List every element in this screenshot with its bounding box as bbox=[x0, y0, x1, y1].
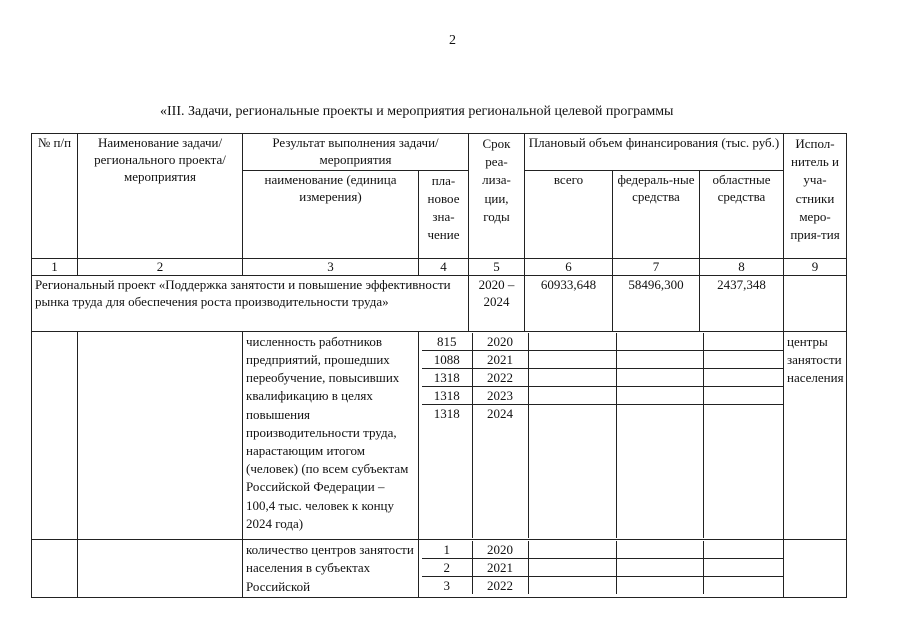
year: 2020 bbox=[472, 333, 528, 351]
value-row bbox=[422, 386, 784, 404]
indicator2-name: количество центров занятости населения в субъектах Российской bbox=[243, 540, 419, 598]
header-name: Наименование задачи/ регионального проекта/ мероприятия bbox=[78, 134, 243, 259]
indicator2-values bbox=[419, 540, 784, 598]
page-number: 2 bbox=[449, 33, 456, 48]
value-row bbox=[422, 559, 784, 577]
header-funding: Плановый объем финансирования (тыс. руб.) bbox=[525, 134, 784, 171]
planned-value: 2 bbox=[422, 559, 472, 577]
year: 2023 bbox=[472, 386, 528, 404]
header-num: № п/п bbox=[32, 134, 78, 259]
planned-value: 1318 bbox=[422, 404, 472, 538]
header-result: Результат выполнения задачи/ мероприятия bbox=[243, 134, 469, 171]
column-number: 8 bbox=[700, 258, 784, 275]
column-number: 7 bbox=[613, 258, 700, 275]
project-federal: 58496,300 bbox=[613, 275, 700, 331]
header-result-value: пла-новое зна-чение bbox=[419, 170, 469, 258]
project-regional: 2437,348 bbox=[700, 275, 784, 331]
indicator2-executor bbox=[784, 540, 847, 598]
project-executor bbox=[784, 275, 847, 331]
indicator1-task bbox=[78, 331, 243, 540]
indicator1-name: численность работников предприятий, прошедших переобучение, повысивших квалификацию в целях повышения производительности труда, нарастающим итогом (человек) (по всем субъектам Российской Федерации – 100,4 тыс. человек к концу 2024 года) bbox=[243, 331, 419, 540]
column-number: 6 bbox=[525, 258, 613, 275]
project-name: Региональный проект «Поддержка занятости и повышение эффективности рынка труда для обеспечения роста производительности труда» bbox=[32, 275, 469, 331]
column-number: 5 bbox=[469, 258, 525, 275]
project-term: 2020 – 2024 bbox=[469, 275, 525, 331]
indicator1-executor: центры занятости населения bbox=[784, 331, 847, 540]
header-federal: федераль-ные средства bbox=[613, 170, 700, 258]
indicator2-task bbox=[78, 540, 243, 598]
section-heading: «III. Задачи, региональные проекты и мероприятия региональной целевой программы bbox=[160, 104, 674, 119]
header-result-name: наименование (единица измерения) bbox=[243, 170, 419, 258]
indicator2-num bbox=[32, 540, 78, 598]
year: 2022 bbox=[472, 368, 528, 386]
header-total: всего bbox=[525, 170, 613, 258]
planned-value: 1088 bbox=[422, 350, 472, 368]
planned-value: 815 bbox=[422, 333, 472, 351]
value-row bbox=[422, 404, 784, 538]
header-executor: Испол-нитель и уча-стники меро-прия-тия bbox=[784, 134, 847, 259]
column-number: 4 bbox=[419, 258, 469, 275]
value-row bbox=[422, 577, 784, 595]
program-table bbox=[31, 133, 847, 598]
year: 2020 bbox=[472, 541, 528, 559]
indicator2-values-table bbox=[422, 541, 784, 594]
value-row bbox=[422, 368, 784, 386]
header-regional: областные средства bbox=[700, 170, 784, 258]
planned-value: 1 bbox=[422, 541, 472, 559]
header-term: Срок реа-лиза-ции, годы bbox=[469, 134, 525, 259]
planned-value: 1318 bbox=[422, 368, 472, 386]
year: 2021 bbox=[472, 559, 528, 577]
planned-value: 3 bbox=[422, 577, 472, 595]
column-number: 3 bbox=[243, 258, 419, 275]
year: 2022 bbox=[472, 577, 528, 595]
planned-value: 1318 bbox=[422, 386, 472, 404]
indicator1-num bbox=[32, 331, 78, 540]
project-total: 60933,648 bbox=[525, 275, 613, 331]
value-row bbox=[422, 541, 784, 559]
column-number: 9 bbox=[784, 258, 847, 275]
column-number: 2 bbox=[78, 258, 243, 275]
column-number: 1 bbox=[32, 258, 78, 275]
value-row bbox=[422, 333, 784, 351]
indicator1-values bbox=[419, 331, 784, 540]
year: 2024 bbox=[472, 404, 528, 538]
indicator1-values-table bbox=[422, 333, 784, 539]
year: 2021 bbox=[472, 350, 528, 368]
value-row bbox=[422, 350, 784, 368]
